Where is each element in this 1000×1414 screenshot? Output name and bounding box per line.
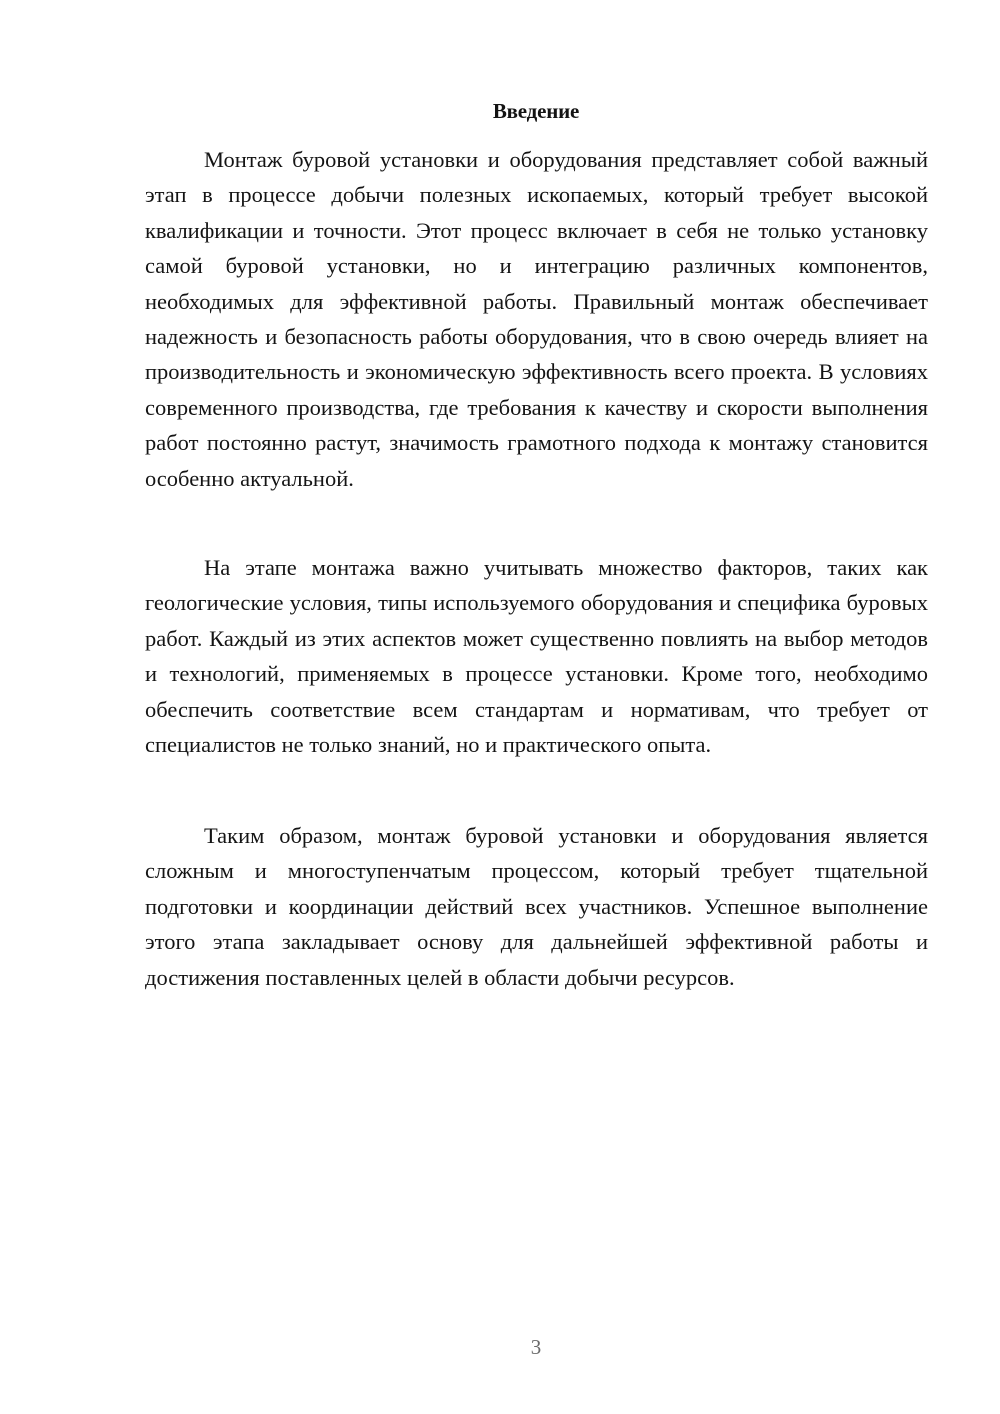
paragraph-1: Монтаж буровой установки и оборудования представляет собой важный этап в процессе добычи полезных ископаемых, который требует высокой квалификации и точности. Этот процесс включает в себя не только установку самой буровой установки, но и интеграцию различных компонентов, необходимых для эффективной работы. Правильный монтаж обеспечивает надежность и безопасность работы оборудования, что в свою очередь влияет на производительность и экономическую эффективность всего проекта. В условиях современного производства, где требования к качеству и скорости выполнения работ постоянно растут, значимость грамотного подхода к монтажу становится особенно актуальной. (145, 147, 928, 491)
paragraph-3: Таким образом, монтаж буровой установки и оборудования является сложным и многоступенчатым процессом, который требует тщательной подготовки и координации действий всех участников. Успешное выполнение этого этапа закладывает основу для дальнейшей эффективной работы и достижения поставленных целей в области добычи ресурсов. (145, 823, 928, 990)
page-number: 3 (530, 1335, 542, 1359)
section-title: Введение (492, 99, 580, 123)
paragraph-2: На этапе монтажа важно учитывать множество факторов, таких как геологические условия, типы используемого оборудования и специфика буровых работ. Каждый из этих аспектов может существенно повлиять на выбор методов и технологий, применяемых в процессе установки. Кроме того, необходимо обеспечить соответствие всем стандартам и нормативам, что требует от специалистов не только знаний, но и практического опыта. (145, 555, 928, 758)
